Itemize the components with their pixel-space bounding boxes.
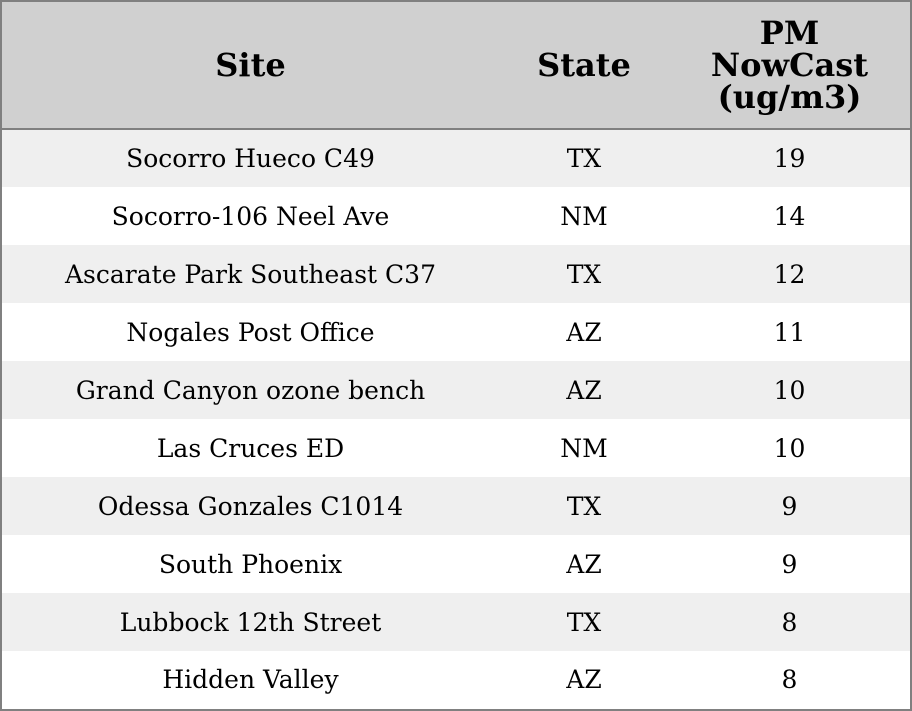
table-body: [2, 129, 910, 708]
cell-state: AZ: [499, 361, 669, 419]
cell-pm-nowcast: 8: [669, 593, 910, 651]
cell-state: AZ: [499, 651, 669, 708]
cell-pm-nowcast: 11: [669, 303, 910, 361]
table-row: [2, 593, 910, 651]
pm-header-line-2: NowCast: [710, 46, 869, 84]
cell-site: Las Cruces ED: [2, 419, 499, 477]
table-row: [2, 535, 910, 593]
cell-pm-nowcast: 19: [669, 129, 910, 187]
cell-state: TX: [499, 245, 669, 303]
table-row: [2, 361, 910, 419]
cell-site: Nogales Post Office: [2, 303, 499, 361]
table-row: [2, 651, 910, 708]
air-quality-table: [2, 2, 910, 708]
cell-state: NM: [499, 187, 669, 245]
cell-site: Socorro-106 Neel Ave: [2, 187, 499, 245]
column-header-state: State: [499, 2, 669, 129]
cell-pm-nowcast: 12: [669, 245, 910, 303]
cell-site: Odessa Gonzales C1014: [2, 477, 499, 535]
cell-site: Ascarate Park Southeast C37: [2, 245, 499, 303]
table-header-row: [2, 2, 910, 129]
cell-pm-nowcast: 10: [669, 419, 910, 477]
cell-state: TX: [499, 593, 669, 651]
pm-header-line-3: (ug/m3): [717, 78, 862, 116]
cell-pm-nowcast: 10: [669, 361, 910, 419]
table-row: [2, 419, 910, 477]
cell-pm-nowcast: 8: [669, 651, 910, 708]
cell-pm-nowcast: 14: [669, 187, 910, 245]
cell-site: South Phoenix: [2, 535, 499, 593]
cell-pm-nowcast: 9: [669, 477, 910, 535]
cell-site: Hidden Valley: [2, 651, 499, 708]
cell-state: TX: [499, 477, 669, 535]
pm-header-line-1: PM: [759, 14, 820, 52]
cell-site: Socorro Hueco C49: [2, 129, 499, 187]
table-row: [2, 477, 910, 535]
column-header-site: Site: [2, 2, 499, 129]
cell-state: AZ: [499, 303, 669, 361]
cell-state: TX: [499, 129, 669, 187]
cell-state: AZ: [499, 535, 669, 593]
table-row: [2, 245, 910, 303]
table-row: [2, 129, 910, 187]
table-row: [2, 303, 910, 361]
column-header-pm-nowcast: [669, 2, 910, 129]
cell-pm-nowcast: 9: [669, 535, 910, 593]
table-row: [2, 187, 910, 245]
cell-site: Lubbock 12th Street: [2, 593, 499, 651]
cell-site: Grand Canyon ozone bench: [2, 361, 499, 419]
cell-state: NM: [499, 419, 669, 477]
